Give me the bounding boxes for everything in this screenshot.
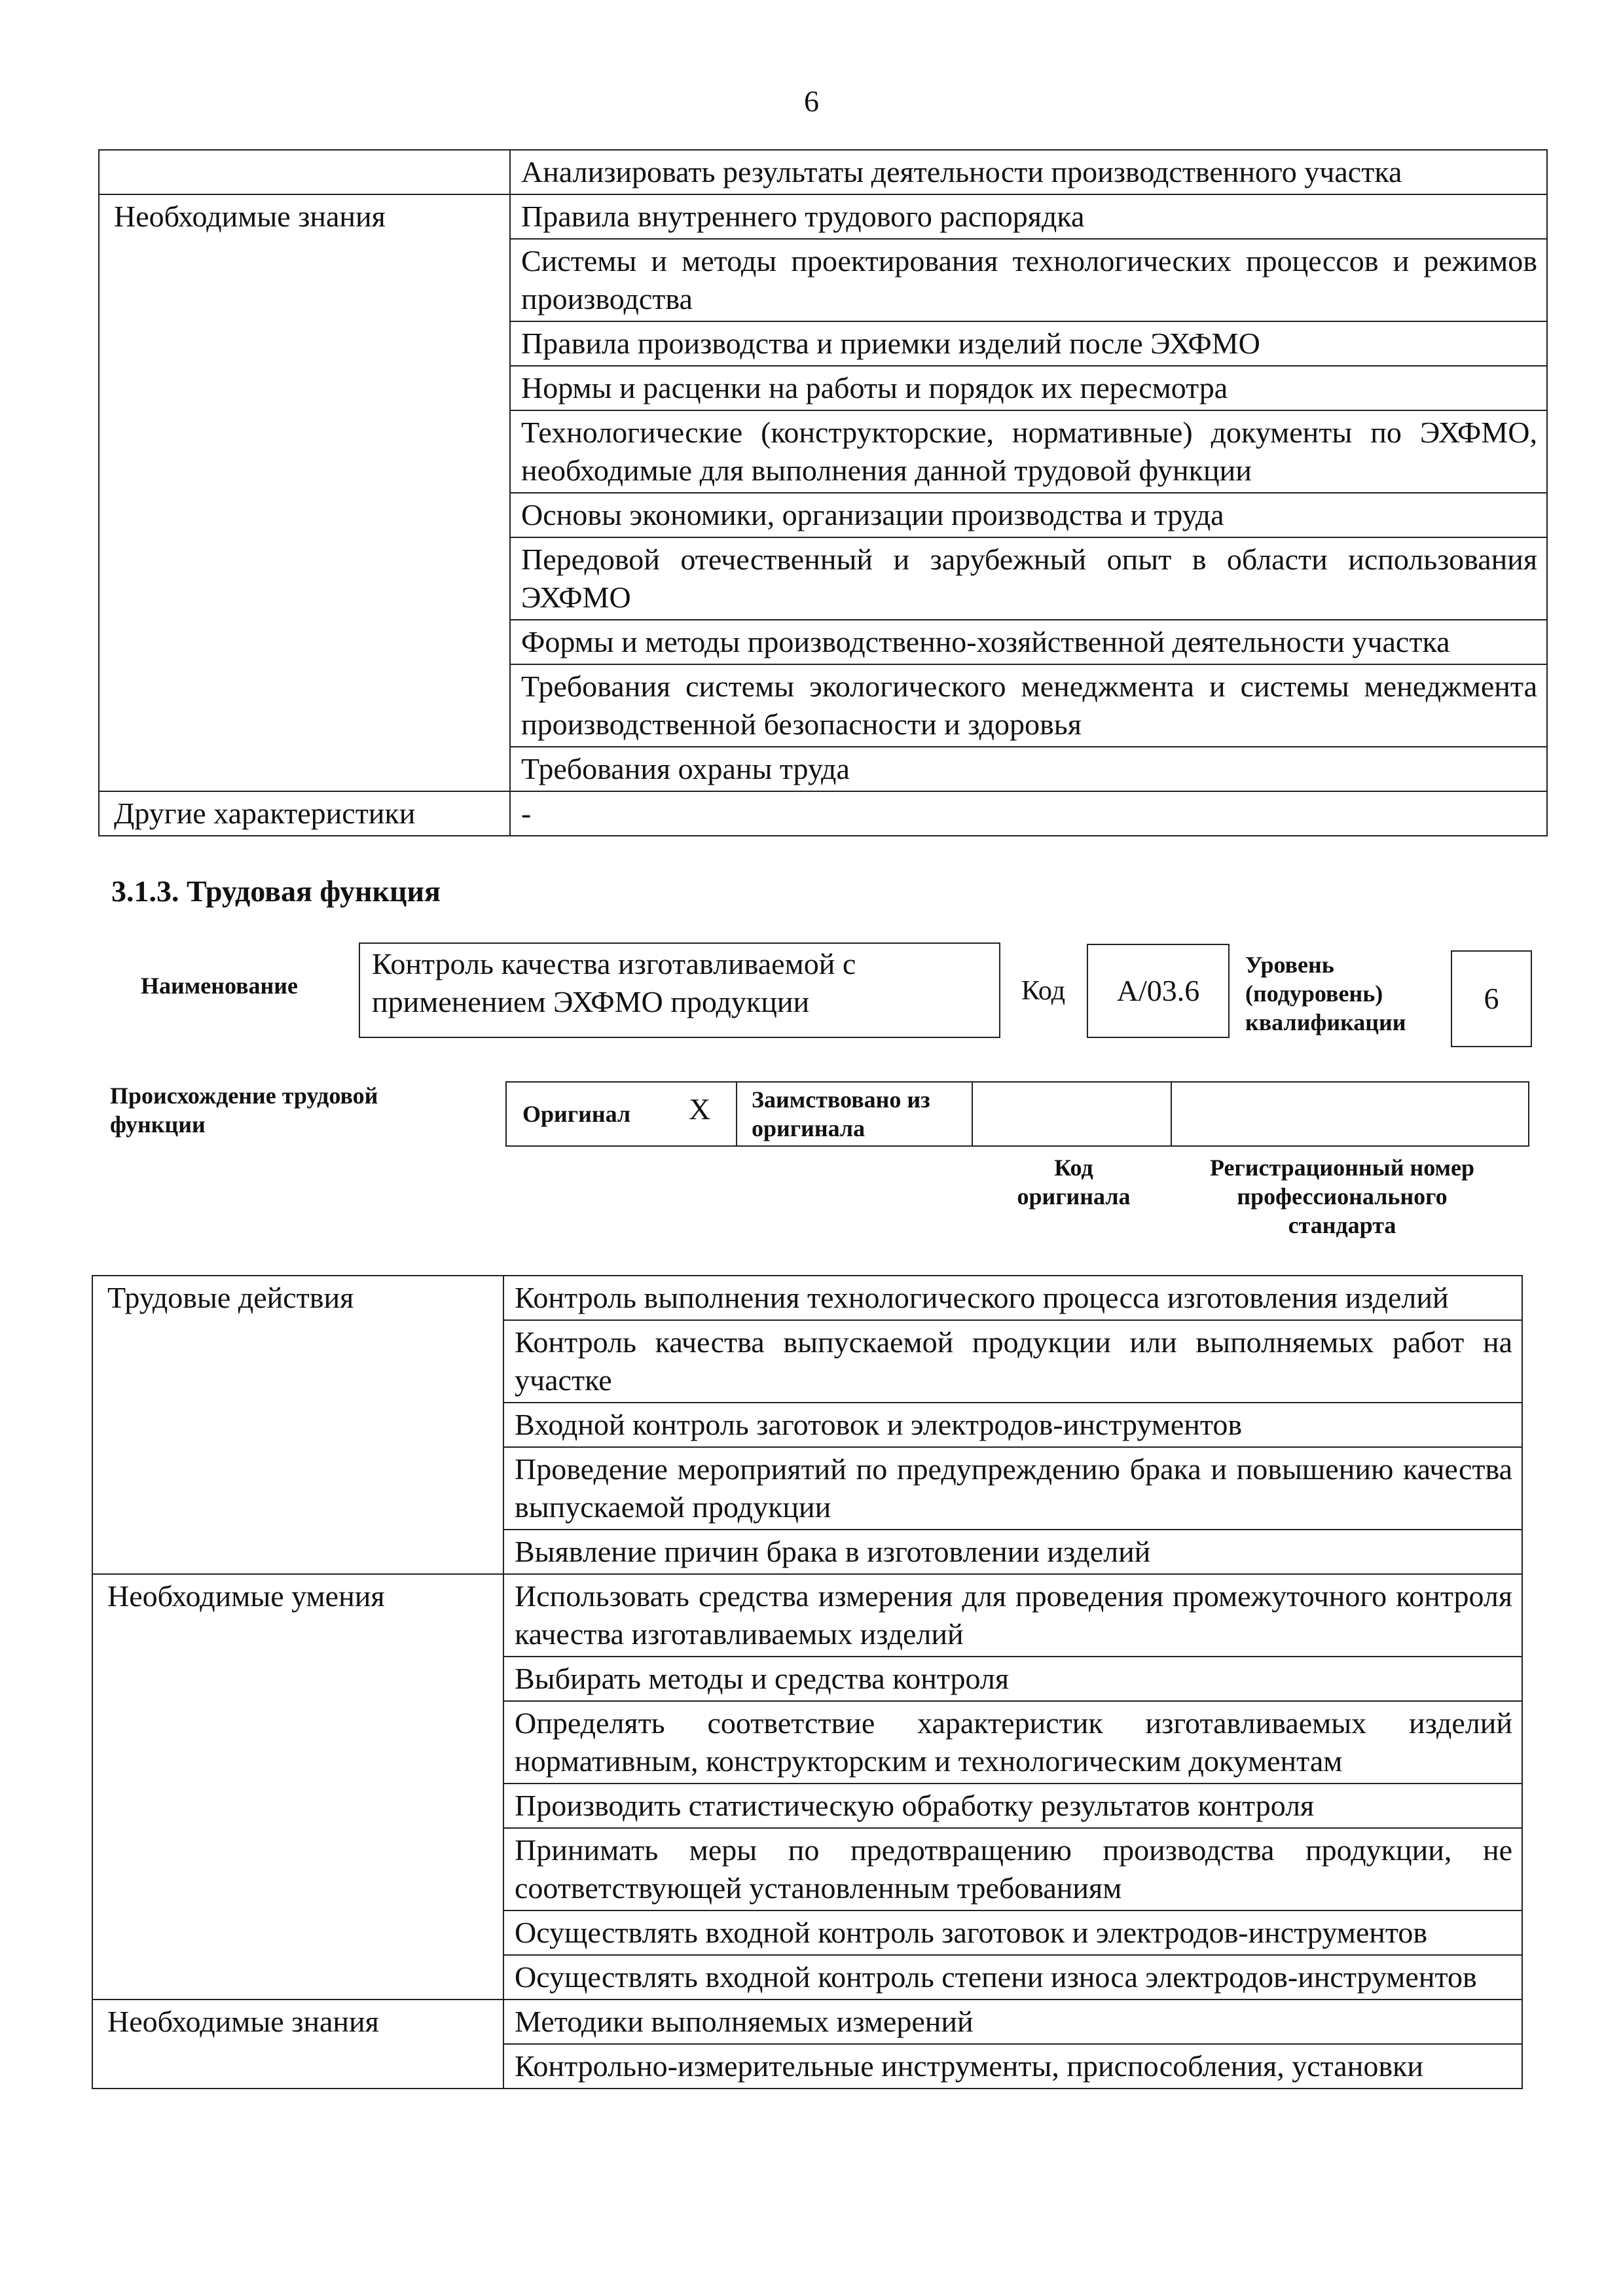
- table-row: [92, 1276, 1522, 1320]
- row-item: Осуществлять входной контроль степени износа электродов-инструментов: [503, 1955, 1522, 2000]
- table-row: [92, 1574, 1522, 1657]
- row-item: Основы экономики, организации производства и труда: [510, 493, 1547, 537]
- row-label: Необходимые умения: [92, 1574, 503, 2000]
- row-item: Контроль качества выпускаемой продукции или выполняемых работ на участке: [503, 1320, 1522, 1403]
- origin-reg-cell: [1172, 1083, 1528, 1145]
- origin-label: Происхождение трудовой функции: [110, 1083, 378, 1138]
- row-item: Нормы и расценки на работы и порядок их пересмотра: [510, 366, 1547, 410]
- origin-borrowed-cell: [737, 1083, 973, 1145]
- code-label: Код: [1021, 976, 1066, 1006]
- section-title: 3.1.3. Трудовая функция: [111, 874, 441, 908]
- row-item: Определять соответствие характеристик изготавливаемых изделий нормативным, конструкторским и технологическим документам: [503, 1701, 1522, 1784]
- row-item: Выявление причин брака в изготовлении изделий: [503, 1530, 1522, 1574]
- table-row: [92, 2000, 1522, 2044]
- page-number: 6: [804, 84, 819, 118]
- name-label: Наименование: [141, 973, 298, 999]
- function-name-box: Контроль качества изготавливаемой с применением ЭХФМО продукции: [359, 942, 1000, 1038]
- row-item: Технологические (конструкторские, нормативные) документы по ЭХФМО, необходимые для выполнения данной трудовой функции: [510, 410, 1547, 493]
- row-item: Осуществлять входной контроль заготовок и электродов-инструментов: [503, 1910, 1522, 1955]
- row-item: Правила производства и приемки изделий после ЭХФМО: [510, 321, 1547, 366]
- row-item: Методики выполняемых измерений: [503, 2000, 1522, 2044]
- row-label: [99, 150, 510, 194]
- row-item: Анализировать результаты деятельности производственного участка: [510, 150, 1547, 194]
- original-mark: X: [689, 1092, 711, 1126]
- origin-code-cell: [973, 1083, 1172, 1145]
- row-item: Формы и методы производственно-хозяйственной деятельности участка: [510, 620, 1547, 664]
- origin-row: [505, 1081, 1529, 1147]
- origin-original-cell: [507, 1083, 737, 1145]
- code-original-caption: Код оригинала: [1017, 1155, 1131, 1210]
- registration-number-caption: Регистрационный номер профессионального стандарта: [1209, 1155, 1475, 1238]
- original-label: Оригинал: [522, 1101, 631, 1127]
- row-label: Другие характеристики: [99, 791, 510, 836]
- row-item: Выбирать методы и средства контроля: [503, 1657, 1522, 1701]
- row-item: Входной контроль заготовок и электродов-инструментов: [503, 1403, 1522, 1447]
- requirements-table-2: [92, 1275, 1523, 2089]
- row-item: Правила внутреннего трудового распорядка: [510, 194, 1547, 239]
- row-label: Необходимые знания: [92, 2000, 503, 2089]
- row-item: -: [510, 791, 1547, 836]
- row-item: Принимать меры по предотвращению производства продукции, не соответствующей установленным требованиям: [503, 1828, 1522, 1910]
- row-item: Требования охраны труда: [510, 747, 1547, 791]
- row-item: Производить статистическую обработку результатов контроля: [503, 1784, 1522, 1828]
- borrowed-label: Заимствовано из оригинала: [752, 1086, 930, 1141]
- row-item: Передовой отечественный и зарубежный опыт в области использования ЭХФМО: [510, 537, 1547, 620]
- table-row: [99, 194, 1547, 239]
- row-label: Трудовые действия: [92, 1276, 503, 1574]
- row-item: Системы и методы проектирования технологических процессов и режимов производства: [510, 239, 1547, 321]
- row-item: Контрольно-измерительные инструменты, приспособления, установки: [503, 2044, 1522, 2089]
- requirements-table-1: [98, 149, 1548, 836]
- table-row: [99, 150, 1547, 194]
- row-item: Контроль выполнения технологического процесса изготовления изделий: [503, 1276, 1522, 1320]
- qualification-level-box: 6: [1451, 950, 1532, 1047]
- row-item: Проведение мероприятий по предупреждению брака и повышению качества выпускаемой продукции: [503, 1447, 1522, 1530]
- row-item: Использовать средства измерения для проведения промежуточного контроля качества изготавливаемых изделий: [503, 1574, 1522, 1657]
- row-label: Необходимые знания: [99, 194, 510, 791]
- row-item: Требования системы экологического менеджмента и системы менеджмента производственной безопасности и здоровья: [510, 664, 1547, 747]
- function-code-box: A/03.6: [1087, 944, 1230, 1038]
- table-row: [99, 791, 1547, 836]
- qualification-level-label: Уровень (подуровень) квалификации: [1245, 952, 1406, 1035]
